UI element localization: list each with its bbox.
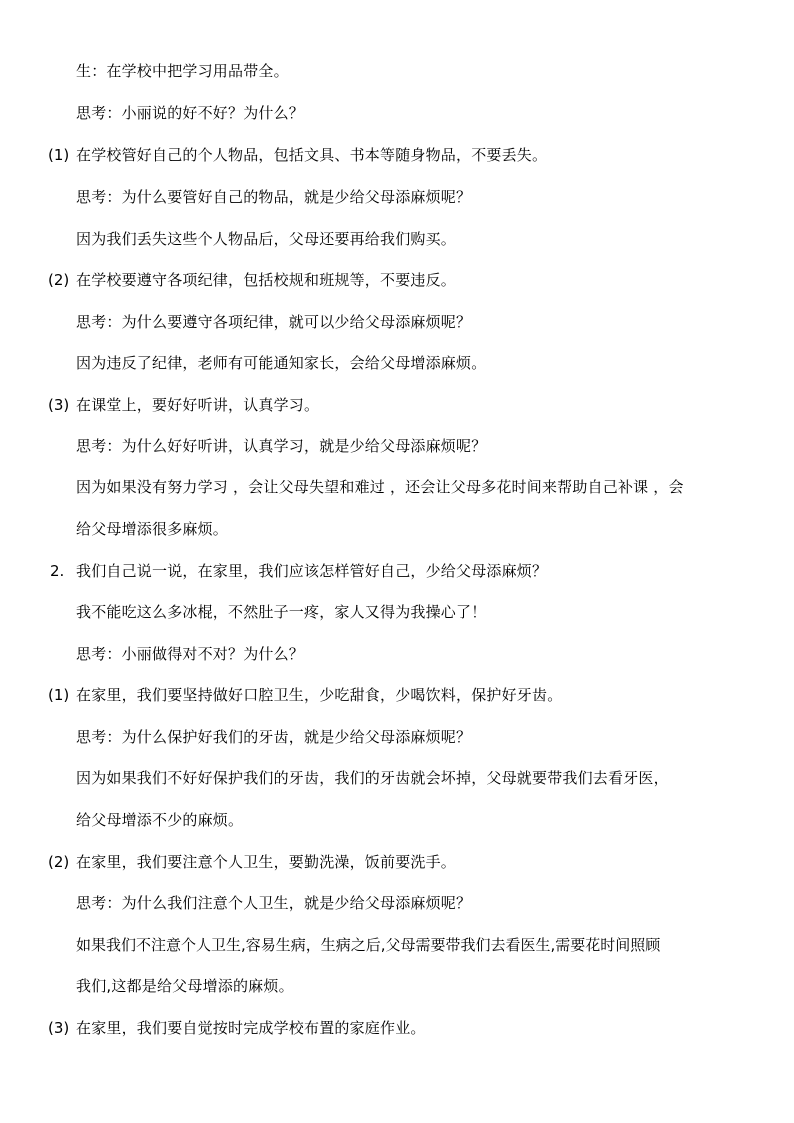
answer-line: 如果我们不注意个人卫生,容易生病，生病之后,父母需要带我们去看医生,需要花时间照顾 — [76, 936, 661, 954]
item-text: 在家里，我们要注意个人卫生，要勤洗澡，饭前要洗手。 — [76, 853, 457, 871]
think-question-line: 思考：为什么要遵守各项纪律，就可以少给父母添麻烦呢？ — [76, 313, 472, 331]
answer-line-continued: 我们,这都是给父母增添的麻烦。 — [76, 977, 294, 995]
student-answer-line: 生：在学校中把学习用品带全。 — [76, 62, 289, 80]
think-question-line: 思考：为什么保护好我们的牙齿，就是少给父母添麻烦呢？ — [76, 728, 472, 746]
item-number: (2) — [48, 853, 70, 871]
item-text: 在家里，我们要坚持做好口腔卫生，少吃甜食，少喝饮料，保护好牙齿。 — [76, 686, 563, 704]
answer-line: 因为如果没有努力学习 ，会让父母失望和难过 ，还会让父母多花时间来帮助自己补课 ，会 — [76, 478, 684, 496]
item-number: (3) — [48, 396, 70, 414]
item-number: (2) — [48, 271, 70, 289]
item-text: 在学校要遵守各项纪律，包括校规和班规等，不要违反。 — [76, 271, 457, 289]
answer-line: 因为我们丢失这些个人物品后，父母还要再给我们购买。 — [76, 230, 457, 248]
think-question-line: 思考：小丽说的好不好？为什么？ — [76, 104, 305, 122]
answer-line-continued: 给父母增添不少的麻烦。 — [76, 811, 244, 829]
think-question-line: 思考：为什么要管好自己的物品，就是少给父母添麻烦呢？ — [76, 188, 472, 206]
item-text: 在课堂上，要好好听讲，认真学习。 — [76, 396, 320, 414]
think-question-line: 思考：为什么我们注意个人卫生，就是少给父母添麻烦呢？ — [76, 894, 472, 912]
answer-line-continued: 给父母增添很多麻烦。 — [76, 520, 229, 538]
section-number: 2. — [50, 562, 65, 580]
quote-line: 我不能吃这么多冰棍，不然肚子一疼，家人又得为我操心了！ — [76, 603, 487, 621]
think-question-line: 思考：为什么好好听讲，认真学习，就是少给父母添麻烦呢？ — [76, 437, 487, 455]
item-text: 在家里，我们要自觉按时完成学校布置的家庭作业。 — [76, 1019, 426, 1037]
item-number: (3) — [48, 1019, 70, 1037]
item-number: (1) — [48, 686, 70, 704]
item-text: 在学校管好自己的个人物品，包括文具、书本等随身物品，不要丢失。 — [76, 146, 548, 164]
think-question-line: 思考：小丽做得对不对？为什么？ — [76, 645, 305, 663]
item-number: (1) — [48, 146, 70, 164]
section-heading: 我们自己说一说，在家里，我们应该怎样管好自己，少给父母添麻烦？ — [76, 562, 548, 580]
answer-line: 因为如果我们不好好保护我们的牙齿，我们的牙齿就会坏掉，父母就要带我们去看牙医， — [76, 769, 669, 787]
answer-line: 因为违反了纪律，老师有可能通知家长，会给父母增添麻烦。 — [76, 354, 487, 372]
